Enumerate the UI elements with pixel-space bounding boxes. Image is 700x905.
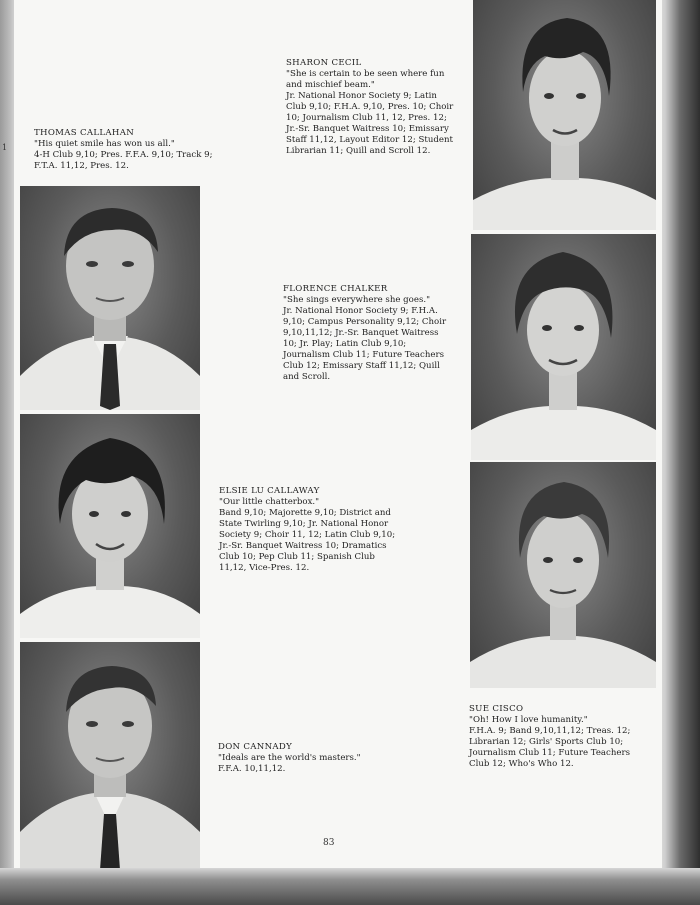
student-quote: "His quiet smile has won us all." xyxy=(34,139,175,149)
portrait-sue-cisco-drawing xyxy=(470,462,656,688)
page-number: 83 xyxy=(323,838,335,848)
portrait-don-cannady xyxy=(20,642,200,870)
student-name: DON CANNADY xyxy=(218,742,293,752)
student-quote: "She is certain to be seen where fun and mischief beam." xyxy=(286,69,445,90)
portrait-elsie-lu-callaway xyxy=(20,414,200,638)
portrait-florence-chalker xyxy=(471,234,656,460)
student-name: FLORENCE CHALKER xyxy=(283,284,388,294)
entry-elsie-lu-callaway xyxy=(219,486,399,574)
entry-sharon-cecil xyxy=(286,58,454,157)
portrait-sue-cisco xyxy=(470,462,656,688)
student-quote: "Oh! How I love humanity." xyxy=(469,715,588,725)
entry-don-cannady xyxy=(218,742,400,775)
portrait-thomas-callahan-drawing xyxy=(20,186,200,410)
student-activities: Jr. National Honor Society 9; Latin Club 9,10; F.H.A. 9,10, Pres. 10; Choir 10; Journalism Club 11, 12, Pres. 12; Jr.-Sr. Banquet Waitress 10; Emissary Staff 11,12, Layout Editor 12; Student Librarian 11; Quill and Scroll 12. xyxy=(286,91,454,156)
entry-thomas-callahan xyxy=(34,128,216,172)
entry-sue-cisco xyxy=(469,704,651,770)
portrait-sharon-cecil xyxy=(473,0,656,230)
portrait-don-cannady-drawing xyxy=(20,642,200,870)
student-quote: "Our little chatterbox." xyxy=(219,497,320,507)
student-quote: "She sings everywhere she goes." xyxy=(283,295,431,305)
binding-shadow xyxy=(0,868,700,905)
portrait-thomas-callahan xyxy=(20,186,200,410)
student-name: SHARON CECIL xyxy=(286,58,362,68)
entry-florence-chalker xyxy=(283,284,453,383)
portrait-florence-chalker-drawing xyxy=(471,234,656,460)
student-activities: Jr. National Honor Society 9; F.H.A. 9,10; Campus Personality 9,12; Choir 9,10,11,12; Jr.-Sr. Banquet Waitress 10; Jr. Play; Latin Club 9,10; Journalism Club 11; Future Teachers Club 12; Emissary Staff 11,12; Quill and Scroll. xyxy=(283,306,447,382)
student-quote: "Ideals are the world's masters." xyxy=(218,753,361,763)
margin-mark: 1 xyxy=(2,143,8,152)
yearbook-page xyxy=(14,0,662,870)
student-activities: Band 9,10; Majorette 9,10; District and State Twirling 9,10; Jr. National Honor Society 9; Choir 11, 12; Latin Club 9,10; Jr.-Sr. Banquet Waitress 10; Dramatics Club 10; Pep Club 11; Spanish Club 11,12, Vice-Pres. 12. xyxy=(219,508,396,573)
portrait-sharon-cecil-drawing xyxy=(473,0,656,230)
student-name: SUE CISCO xyxy=(469,704,524,714)
student-activities: F.F.A. 10,11,12. xyxy=(218,764,286,774)
student-activities: 4-H Club 9,10; Pres. F.F.A. 9,10; Track 9; F.T.A. 11,12, Pres. 12. xyxy=(34,150,213,171)
portrait-elsie-lu-callaway-drawing xyxy=(20,414,200,638)
student-name: THOMAS CALLAHAN xyxy=(34,128,135,138)
student-name: ELSIE LU CALLAWAY xyxy=(219,486,320,496)
student-activities: F.H.A. 9; Band 9,10,11,12; Treas. 12; Librarian 12; Girls' Sports Club 10; Journalism Club 11; Future Teachers Club 12; Who's Who 12. xyxy=(469,726,631,769)
